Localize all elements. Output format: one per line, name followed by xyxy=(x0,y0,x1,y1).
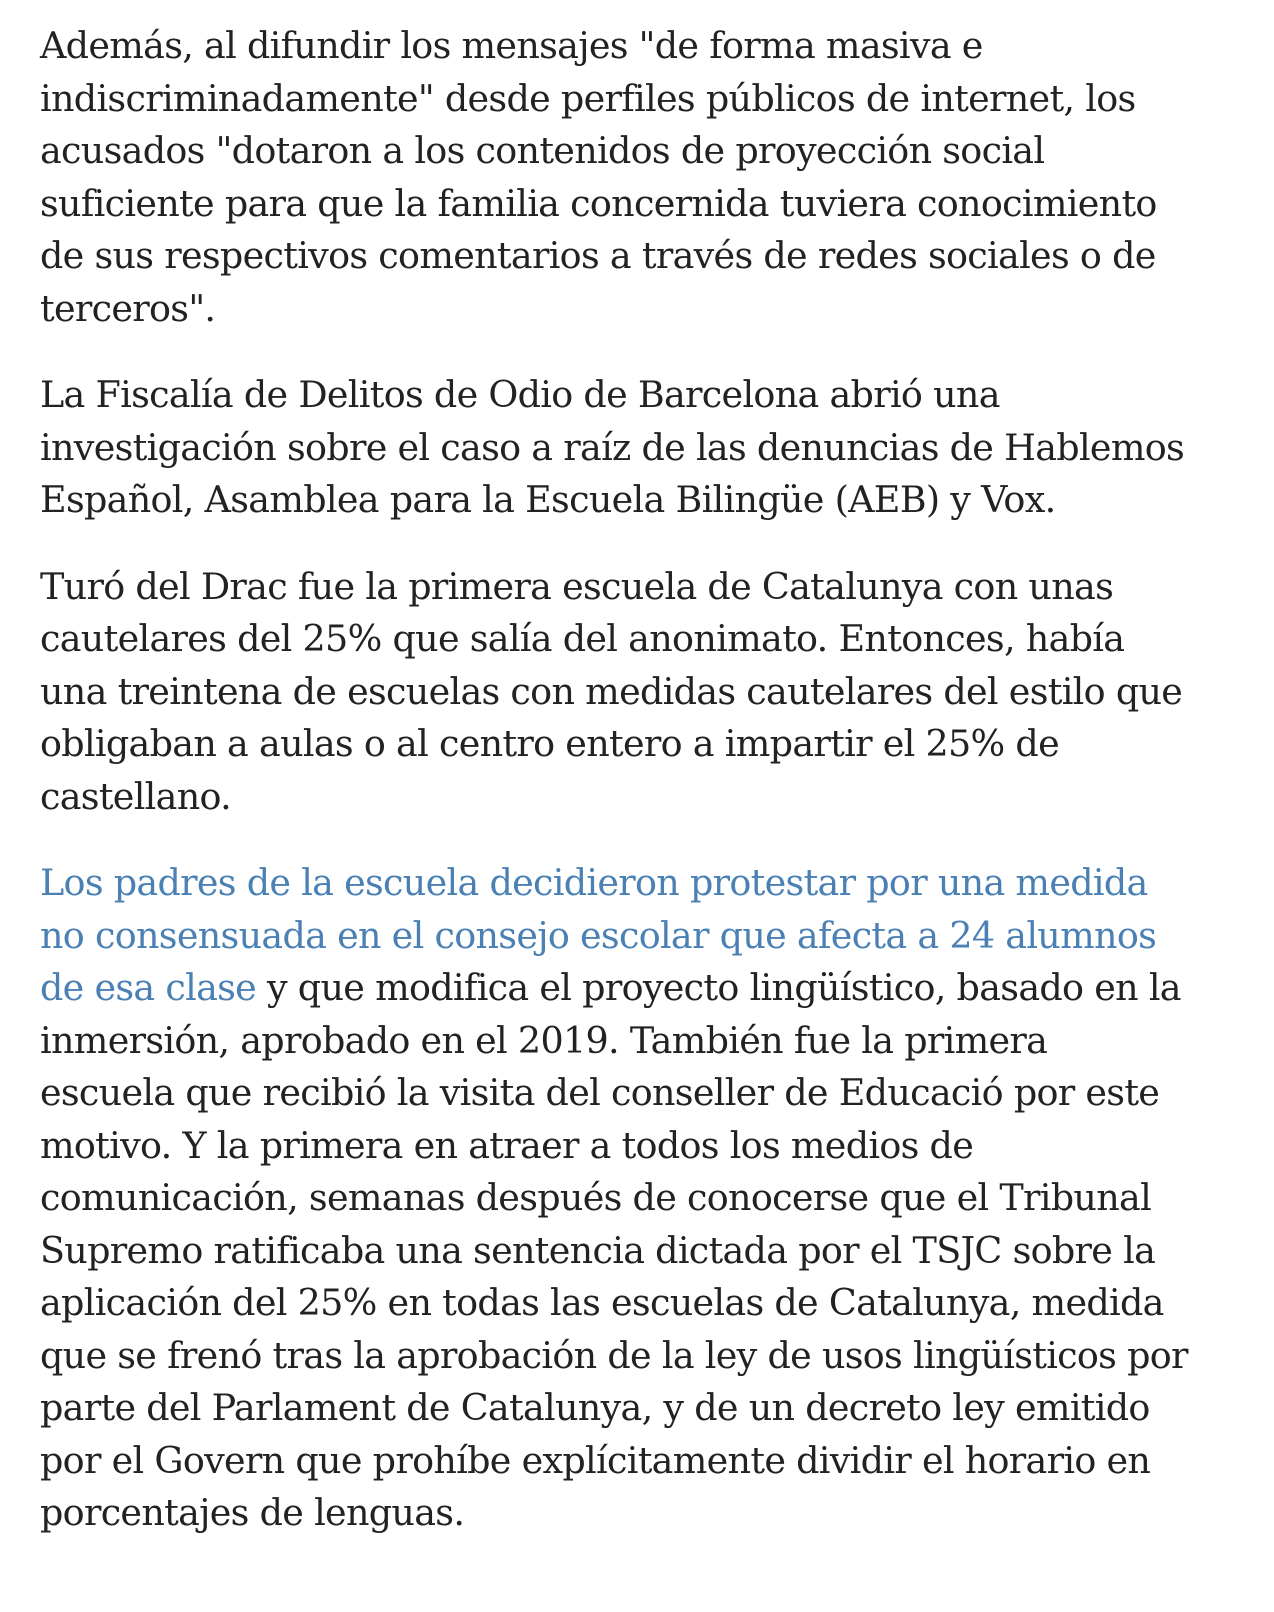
paragraph-4-text: y que modifica el proyecto lingüístico, basado en la inmersión, aprobado en el 2019. También fue la primera escuela que recibió la visita del conseller de Educació por este motivo. Y la primera en atraer a todos los medios de comunicación, semanas después de conocerse que el Tribunal Supremo ratificaba una sentencia dictada por el TSJC sobre la aplicación del 25% en todas las escuelas de Catalunya, medida que se frenó tras la aprobación de la ley de usos lingüísticos por parte del Parlament de Catalunya, y de un decreto ley emitido por el Govern que prohíbe explícitamente dividir el horario en porcentajes de lenguas. xyxy=(40,966,1188,1534)
paragraph-1: Además, al difundir los mensajes "de forma masiva e indiscriminadamente" desde perfiles públicos de internet, los acusados "dotaron a los contenidos de proyección social suficiente para que la familia concernida tuviera conocimiento de sus respectivos comentarios a través de redes sociales o de terceros". xyxy=(40,24,1157,330)
paragraph-4 xyxy=(40,857,1190,1540)
article-link[interactable]: Los padres de la escuela decidieron protestar por una medida no consensuada en el consejo escolar que afecta a 24 alumnos de esa clase xyxy=(40,861,1157,1009)
paragraph-3: Turó del Drac fue la primera escuela de Catalunya con unas cautelares del 25% que salía del anonimato. Entonces, había una treintena de escuelas con medidas cautelares del estilo que obligaban a aulas o al centro entero a impartir el 25% de castellano. xyxy=(40,564,1183,818)
article-body xyxy=(40,20,1190,1574)
paragraph-2: La Fiscalía de Delitos de Odio de Barcelona abrió una investigación sobre el caso a raíz de las denuncias de Hablemos Español, Asamblea para la Escuela Bilingüe (AEB) y Vox. xyxy=(40,373,1185,521)
